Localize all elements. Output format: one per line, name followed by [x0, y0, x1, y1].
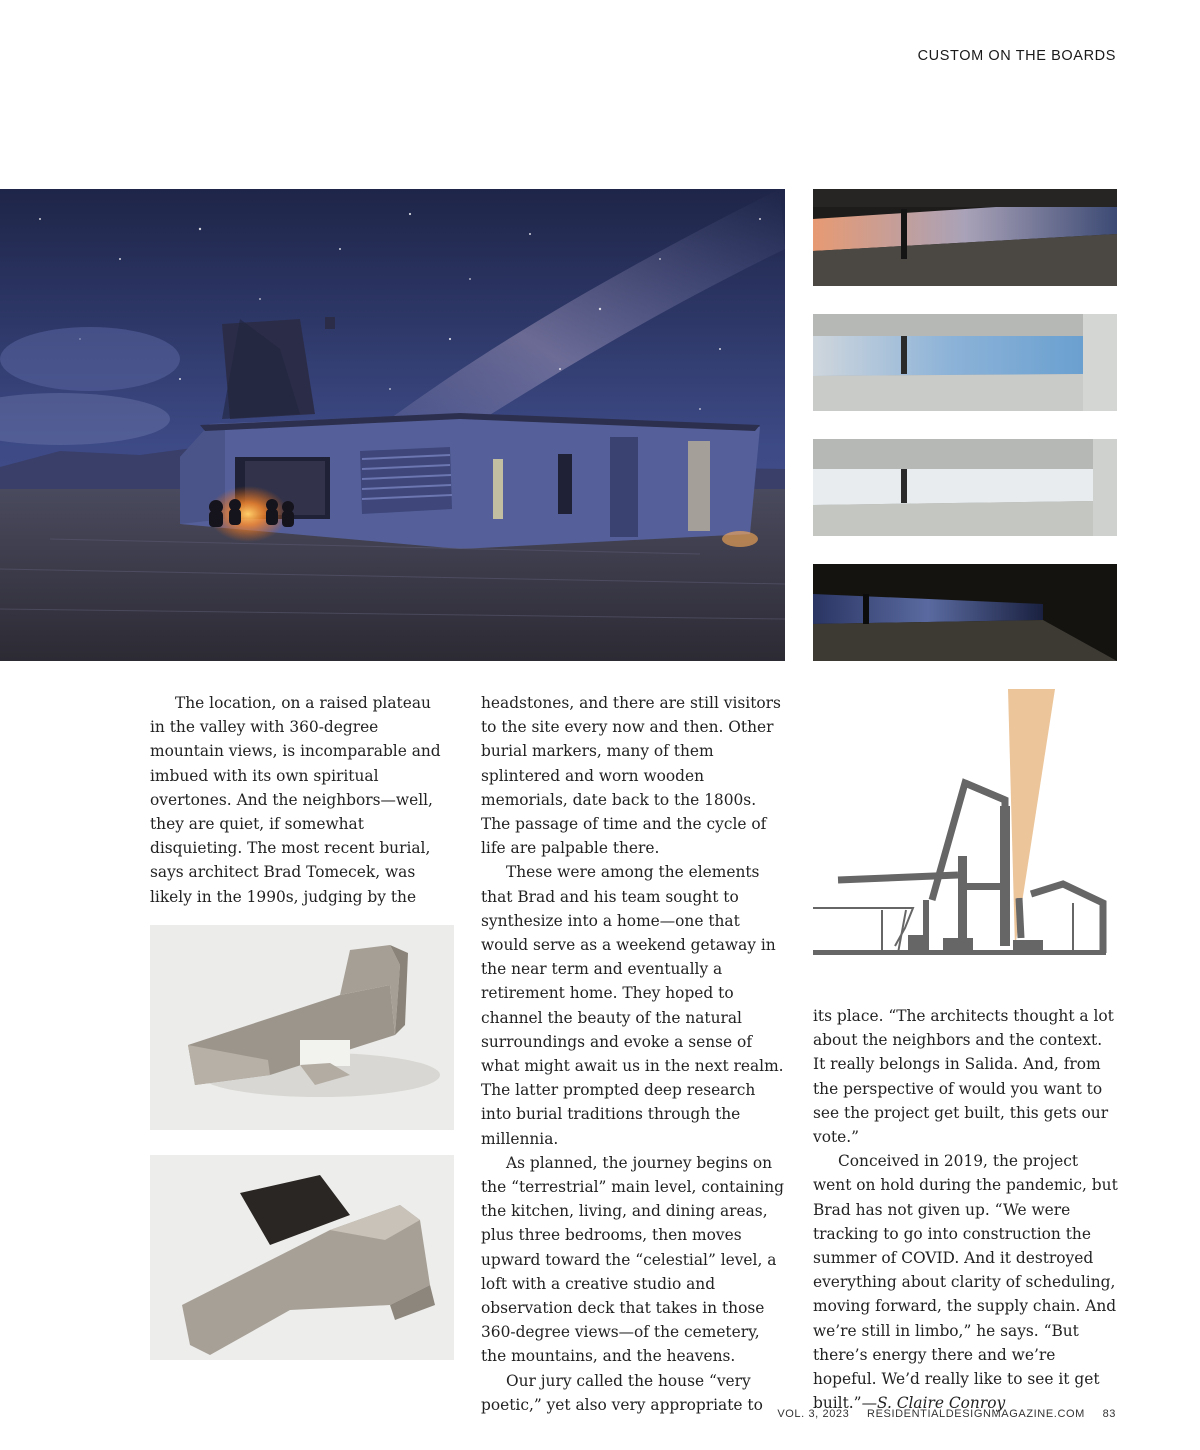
- paragraph: These were among the elements that Brad and his team sought to synthesize into a home—one that would serve as a weekend getaway in the near term and eventually a retirement home. They hoped to channel the beauty of the natural surroundings and evoke a sense of what might await us in the next realm. The latter prompted deep research into burial traditions through the millennia.: [481, 863, 784, 1148]
- article-column-1: [150, 691, 448, 909]
- paragraph: headstones, and there are still visitors to the site every now and then. Other burial markers, many of them splintered and worn wooden memorials, date back to the 1800s. The passage of time and the cycle of life are palpable there.: [481, 694, 781, 858]
- model-photo-perspective: [150, 925, 454, 1130]
- interior-view-night: [813, 564, 1117, 661]
- page-number: 83: [1102, 1408, 1116, 1420]
- paragraph: Our jury called the house “very poetic,” yet also very appropriate to: [481, 1371, 763, 1414]
- issue-volume: VOL. 3, 2023: [777, 1408, 850, 1420]
- page-footer: [777, 1408, 1116, 1420]
- paragraph: its place. “The architects thought a lot about the neighbors and the context. It really belongs in Salida. And, from the perspective of would you want to see the project get built, this gets our vote.”: [813, 1007, 1114, 1147]
- interior-view-day: [813, 314, 1117, 411]
- paragraph: [813, 1149, 1119, 1415]
- hero-night-rendering: [0, 189, 785, 661]
- paragraph-text: Conceived in 2019, the project went on hold during the pandemic, but Brad has not given up. “We were tracking to go into construction the summer of COVID. And it destroyed everything about clarity of scheduling, moving forward, the supply chain. And we’re still in limbo,” he says. “But there’s energy there and we’re hopeful. We’d really like to see it get built.”: [813, 1152, 1118, 1413]
- section-label: CUSTOM ON THE BOARDS: [917, 48, 1116, 64]
- paragraph: The location, on a raised plateau in the valley with 360-degree mountain views, is incomparable and imbued with its own spiritual overtones. And the neighbors—well, they are quiet, if somewhat disquieting. The most recent burial, says architect Brad Tomecek, was likely in the 1990s, judging by the: [150, 694, 441, 906]
- interior-view-dusk: [813, 189, 1117, 286]
- author-signature: —S. Claire Conroy: [861, 1394, 1006, 1413]
- magazine-website: RESIDENTIALDESIGNMAGAZINE.COM: [867, 1408, 1085, 1420]
- paragraph: As planned, the journey begins on the “terrestrial” main level, containing the kitchen, living, and dining areas, plus three bedrooms, then moves upward toward the “celestial” level, a loft with a creative studio and observation deck that takes in those 360-degree views—of the cemetery, the mountains, and the heavens.: [481, 1153, 785, 1366]
- building-section-diagram: [813, 688, 1117, 963]
- article-column-2: [481, 691, 787, 1417]
- article-column-3: [813, 1004, 1119, 1415]
- model-photo-top-view: [150, 1155, 454, 1360]
- interior-view-overcast: [813, 439, 1117, 536]
